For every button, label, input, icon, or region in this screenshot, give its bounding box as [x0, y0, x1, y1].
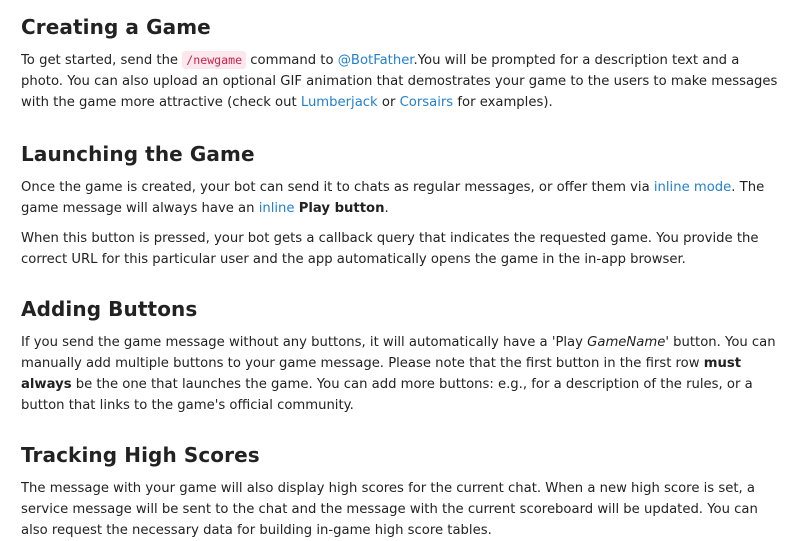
- heading-launching-the-game: Launching the Game: [21, 142, 255, 166]
- text-run: ' button. You can manually add multiple buttons to your game message. Please note that the first button in the first row: [21, 335, 776, 371]
- text-run: .You will be prompted for a description text and a photo. You can also upload an optional GIF animation that demostrates your game to the users to make messages with the game more attractive (check out: [21, 53, 778, 110]
- text-run: . The game message will always have an: [21, 180, 765, 216]
- section-tracking-high-scores: [21, 442, 782, 541]
- link-lumberjack[interactable]: Lumberjack: [300, 95, 378, 110]
- strong-play-button: Play button: [298, 201, 385, 216]
- paragraph-launching-2: When this button is pressed, your bot gets a callback query that indicates the requested game. You provide the correct URL for this particular user and the app automatically opens the game in the in-app browser.: [21, 231, 759, 267]
- link-inline-mode[interactable]: inline mode: [653, 180, 732, 195]
- paragraph-adding: [21, 332, 782, 416]
- paragraph-creating: [21, 50, 782, 113]
- paragraph-tracking: The message with your game will also display high scores for the current chat. When a new high score is set, a service message will be sent to the chat and the message with the current scoreboard will be updated. You can also request the necessary data for building in-game high score tables.: [21, 481, 758, 538]
- section-creating-a-game: [21, 14, 782, 113]
- link-inline[interactable]: inline: [258, 201, 295, 216]
- link-corsairs[interactable]: Corsairs: [399, 95, 454, 110]
- code-newgame: /newgame: [182, 51, 246, 69]
- link-botfather[interactable]: @BotFather: [337, 53, 414, 68]
- text-run: for examples).: [453, 95, 553, 110]
- heading-tracking-high-scores: Tracking High Scores: [21, 443, 260, 467]
- strong-must-always: must always: [21, 356, 742, 392]
- heading-creating-a-game: Creating a Game: [21, 15, 211, 39]
- text-run: command to: [246, 53, 338, 68]
- em-gamename: GameName: [587, 335, 666, 350]
- text-run: or: [377, 95, 400, 110]
- section-adding-buttons: [21, 296, 782, 416]
- heading-adding-buttons: Adding Buttons: [21, 297, 198, 321]
- section-launching-the-game: [21, 141, 782, 270]
- text-run: To get started, send the: [21, 53, 183, 68]
- text-run: Once the game is created, your bot can send it to chats as regular messages, or offer them via: [21, 180, 654, 195]
- text-run: .: [384, 201, 389, 216]
- text-run: be the one that launches the game. You can add more buttons: e.g., for a description of the rules, or a button that links to the game's official community.: [21, 377, 753, 413]
- paragraph-launching-1: [21, 177, 782, 219]
- text-run: If you send the game message without any buttons, it will automatically have a 'Play: [21, 335, 588, 350]
